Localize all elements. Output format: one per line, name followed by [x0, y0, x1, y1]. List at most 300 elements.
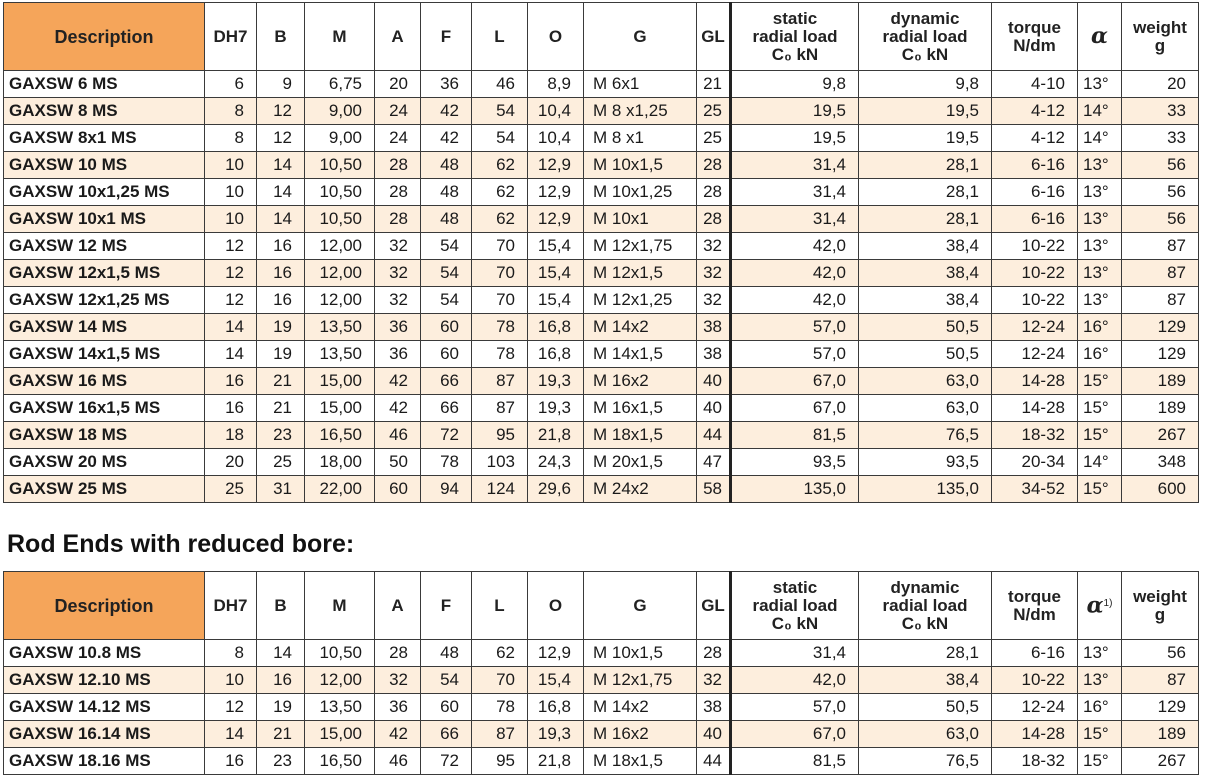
cell-dynamic: 50,5 — [859, 314, 992, 341]
cell-a: 42 — [375, 368, 421, 395]
cell-dh7: 10 — [205, 152, 257, 179]
cell-desc: GAXSW 12x1,25 MS — [4, 287, 205, 314]
cell-dh7: 10 — [205, 206, 257, 233]
cell-f: 42 — [421, 125, 472, 152]
header-f: F — [421, 572, 472, 640]
cell-f: 94 — [421, 476, 472, 503]
header-torque-line2: N/dm — [1013, 604, 1056, 624]
cell-l: 95 — [472, 748, 528, 775]
cell-f: 72 — [421, 748, 472, 775]
header-m: M — [305, 3, 375, 71]
header-static-line1: static — [772, 8, 818, 28]
cell-gl: 28 — [697, 152, 731, 179]
cell-m: 15,00 — [305, 721, 375, 748]
cell-desc: GAXSW 10x1,25 MS — [4, 179, 205, 206]
cell-o: 16,8 — [528, 694, 584, 721]
cell-a: 24 — [375, 125, 421, 152]
cell-g: M 16x1,5 — [584, 395, 697, 422]
cell-g: M 24x2 — [584, 476, 697, 503]
cell-l: 54 — [472, 98, 528, 125]
cell-f: 36 — [421, 71, 472, 98]
cell-a: 60 — [375, 476, 421, 503]
cell-a: 46 — [375, 748, 421, 775]
cell-gl: 25 — [697, 125, 731, 152]
cell-desc: GAXSW 18 MS — [4, 422, 205, 449]
cell-weight: 348 — [1122, 449, 1199, 476]
cell-a: 20 — [375, 71, 421, 98]
cell-a: 46 — [375, 422, 421, 449]
cell-b: 23 — [257, 422, 305, 449]
cell-a: 50 — [375, 449, 421, 476]
cell-alpha: 13° — [1078, 233, 1122, 260]
cell-weight: 87 — [1122, 287, 1199, 314]
cell-m: 12,00 — [305, 260, 375, 287]
cell-l: 70 — [472, 233, 528, 260]
cell-dh7: 8 — [205, 125, 257, 152]
cell-o: 10,4 — [528, 125, 584, 152]
table-row — [4, 667, 1199, 694]
cell-b: 19 — [257, 341, 305, 368]
cell-torque: 10-22 — [992, 287, 1078, 314]
cell-o: 21,8 — [528, 422, 584, 449]
cell-m: 12,00 — [305, 233, 375, 260]
cell-gl: 28 — [697, 179, 731, 206]
cell-static: 31,4 — [731, 640, 859, 667]
header-static-line2: radial load — [752, 26, 838, 46]
cell-f: 60 — [421, 314, 472, 341]
cell-m: 15,00 — [305, 395, 375, 422]
cell-o: 8,9 — [528, 71, 584, 98]
cell-gl: 47 — [697, 449, 731, 476]
cell-f: 60 — [421, 694, 472, 721]
cell-dynamic: 38,4 — [859, 233, 992, 260]
table-row — [4, 287, 1199, 314]
cell-l: 103 — [472, 449, 528, 476]
table-row — [4, 422, 1199, 449]
cell-o: 15,4 — [528, 260, 584, 287]
cell-dh7: 14 — [205, 341, 257, 368]
table-row — [4, 152, 1199, 179]
cell-torque: 12-24 — [992, 694, 1078, 721]
cell-gl: 28 — [697, 206, 731, 233]
cell-torque: 4-10 — [992, 71, 1078, 98]
cell-a: 32 — [375, 287, 421, 314]
cell-static: 31,4 — [731, 206, 859, 233]
cell-dynamic: 28,1 — [859, 640, 992, 667]
cell-gl: 25 — [697, 98, 731, 125]
cell-alpha: 16° — [1078, 314, 1122, 341]
cell-torque: 14-28 — [992, 368, 1078, 395]
cell-alpha: 14° — [1078, 98, 1122, 125]
header-static-load — [731, 3, 859, 71]
cell-desc: GAXSW 14.12 MS — [4, 694, 205, 721]
cell-alpha: 15° — [1078, 395, 1122, 422]
cell-static: 81,5 — [731, 748, 859, 775]
cell-static: 31,4 — [731, 179, 859, 206]
cell-weight: 189 — [1122, 368, 1199, 395]
table-row — [4, 206, 1199, 233]
cell-a: 42 — [375, 395, 421, 422]
cell-dynamic: 50,5 — [859, 341, 992, 368]
alpha-symbol: α — [1086, 592, 1104, 619]
table-row — [4, 721, 1199, 748]
cell-gl: 44 — [697, 422, 731, 449]
cell-gl: 38 — [697, 341, 731, 368]
cell-f: 66 — [421, 395, 472, 422]
cell-g: M 8 x1,25 — [584, 98, 697, 125]
header-g: G — [584, 572, 697, 640]
cell-dh7: 8 — [205, 640, 257, 667]
cell-gl: 28 — [697, 640, 731, 667]
cell-b: 19 — [257, 314, 305, 341]
cell-g: M 14x1,5 — [584, 341, 697, 368]
rod-ends-table — [3, 2, 1199, 503]
cell-dynamic: 63,0 — [859, 721, 992, 748]
cell-gl: 38 — [697, 314, 731, 341]
table-row — [4, 98, 1199, 125]
cell-torque: 6-16 — [992, 152, 1078, 179]
cell-m: 13,50 — [305, 314, 375, 341]
cell-m: 9,00 — [305, 98, 375, 125]
header-static-line1: static — [772, 577, 818, 597]
cell-alpha: 15° — [1078, 748, 1122, 775]
cell-dh7: 14 — [205, 721, 257, 748]
cell-alpha: 13° — [1078, 260, 1122, 287]
cell-g: M 12x1,5 — [584, 260, 697, 287]
cell-dh7: 10 — [205, 667, 257, 694]
cell-weight: 129 — [1122, 694, 1199, 721]
cell-weight: 600 — [1122, 476, 1199, 503]
cell-torque: 20-34 — [992, 449, 1078, 476]
cell-m: 10,50 — [305, 206, 375, 233]
cell-dh7: 16 — [205, 748, 257, 775]
cell-b: 14 — [257, 152, 305, 179]
cell-dynamic: 38,4 — [859, 287, 992, 314]
cell-dh7: 12 — [205, 287, 257, 314]
cell-static: 67,0 — [731, 395, 859, 422]
table-row — [4, 640, 1199, 667]
cell-dh7: 14 — [205, 314, 257, 341]
table-row — [4, 368, 1199, 395]
header-row — [4, 572, 1199, 640]
cell-dh7: 16 — [205, 368, 257, 395]
cell-static: 67,0 — [731, 368, 859, 395]
cell-dh7: 18 — [205, 422, 257, 449]
cell-l: 87 — [472, 395, 528, 422]
cell-b: 16 — [257, 287, 305, 314]
cell-weight: 267 — [1122, 422, 1199, 449]
cell-torque: 4-12 — [992, 125, 1078, 152]
cell-a: 28 — [375, 179, 421, 206]
header-static-load — [731, 572, 859, 640]
table-row — [4, 314, 1199, 341]
cell-gl: 40 — [697, 368, 731, 395]
cell-dh7: 10 — [205, 179, 257, 206]
table-row — [4, 395, 1199, 422]
table-row — [4, 341, 1199, 368]
cell-f: 60 — [421, 341, 472, 368]
cell-alpha: 13° — [1078, 667, 1122, 694]
cell-f: 78 — [421, 449, 472, 476]
header-torque-line1: torque — [1008, 17, 1061, 37]
cell-dynamic: 63,0 — [859, 368, 992, 395]
cell-desc: GAXSW 16.14 MS — [4, 721, 205, 748]
cell-alpha: 15° — [1078, 368, 1122, 395]
cell-desc: GAXSW 6 MS — [4, 71, 205, 98]
cell-weight: 56 — [1122, 206, 1199, 233]
cell-gl: 58 — [697, 476, 731, 503]
cell-desc: GAXSW 18.16 MS — [4, 748, 205, 775]
header-dynamic-line3: C₀ kN — [901, 44, 949, 64]
cell-m: 10,50 — [305, 179, 375, 206]
cell-weight: 87 — [1122, 667, 1199, 694]
cell-dh7: 25 — [205, 476, 257, 503]
cell-desc: GAXSW 16 MS — [4, 368, 205, 395]
cell-l: 70 — [472, 287, 528, 314]
cell-torque: 6-16 — [992, 640, 1078, 667]
header-weight — [1122, 572, 1199, 640]
header-static-line2: radial load — [752, 595, 838, 615]
cell-a: 28 — [375, 206, 421, 233]
cell-gl: 32 — [697, 667, 731, 694]
reduced-bore-table-body — [4, 640, 1199, 775]
cell-weight: 87 — [1122, 233, 1199, 260]
cell-g: M 10x1,25 — [584, 179, 697, 206]
cell-m: 10,50 — [305, 152, 375, 179]
cell-o: 15,4 — [528, 233, 584, 260]
cell-g: M 10x1,5 — [584, 152, 697, 179]
cell-weight: 33 — [1122, 125, 1199, 152]
cell-alpha: 15° — [1078, 476, 1122, 503]
cell-dh7: 12 — [205, 694, 257, 721]
cell-alpha: 13° — [1078, 71, 1122, 98]
header-static-line3: C₀ kN — [771, 44, 819, 64]
cell-b: 23 — [257, 748, 305, 775]
cell-weight: 189 — [1122, 395, 1199, 422]
cell-g: M 8 x1 — [584, 125, 697, 152]
cell-f: 48 — [421, 179, 472, 206]
cell-torque: 14-28 — [992, 395, 1078, 422]
cell-torque: 10-22 — [992, 233, 1078, 260]
cell-dh7: 12 — [205, 260, 257, 287]
cell-weight: 129 — [1122, 314, 1199, 341]
header-description: Description — [4, 3, 205, 71]
header-gl: GL — [697, 572, 731, 640]
cell-alpha: 15° — [1078, 721, 1122, 748]
cell-l: 46 — [472, 71, 528, 98]
cell-f: 54 — [421, 287, 472, 314]
cell-o: 15,4 — [528, 667, 584, 694]
cell-b: 16 — [257, 260, 305, 287]
cell-l: 87 — [472, 368, 528, 395]
cell-o: 19,3 — [528, 721, 584, 748]
cell-l: 62 — [472, 640, 528, 667]
cell-l: 78 — [472, 694, 528, 721]
cell-dh7: 20 — [205, 449, 257, 476]
cell-b: 21 — [257, 721, 305, 748]
cell-alpha: 13° — [1078, 206, 1122, 233]
cell-dynamic: 93,5 — [859, 449, 992, 476]
cell-static: 42,0 — [731, 233, 859, 260]
cell-b: 19 — [257, 694, 305, 721]
cell-o: 15,4 — [528, 287, 584, 314]
header-alpha — [1078, 3, 1122, 71]
cell-static: 57,0 — [731, 314, 859, 341]
cell-desc: GAXSW 12 MS — [4, 233, 205, 260]
header-o: O — [528, 572, 584, 640]
cell-static: 42,0 — [731, 260, 859, 287]
cell-g: M 12x1,75 — [584, 667, 697, 694]
header-weight — [1122, 3, 1199, 71]
cell-weight: 189 — [1122, 721, 1199, 748]
cell-l: 124 — [472, 476, 528, 503]
cell-g: M 12x1,75 — [584, 233, 697, 260]
cell-f: 66 — [421, 721, 472, 748]
cell-a: 32 — [375, 667, 421, 694]
cell-alpha: 13° — [1078, 179, 1122, 206]
cell-desc: GAXSW 25 MS — [4, 476, 205, 503]
cell-gl: 21 — [697, 71, 731, 98]
cell-alpha: 14° — [1078, 449, 1122, 476]
table-row — [4, 125, 1199, 152]
cell-dynamic: 38,4 — [859, 260, 992, 287]
cell-m: 13,50 — [305, 694, 375, 721]
cell-a: 36 — [375, 694, 421, 721]
cell-static: 31,4 — [731, 152, 859, 179]
cell-m: 12,00 — [305, 667, 375, 694]
cell-weight: 56 — [1122, 152, 1199, 179]
header-dynamic-line2: radial load — [882, 26, 968, 46]
cell-gl: 38 — [697, 694, 731, 721]
cell-m: 12,00 — [305, 287, 375, 314]
cell-a: 32 — [375, 260, 421, 287]
cell-l: 87 — [472, 721, 528, 748]
alpha-symbol: α — [1091, 22, 1108, 49]
cell-g: M 14x2 — [584, 694, 697, 721]
cell-torque: 4-12 — [992, 98, 1078, 125]
header-m: M — [305, 572, 375, 640]
header-weight-line1: weight — [1133, 586, 1187, 606]
header-row — [4, 3, 1199, 71]
header-dynamic-line2: radial load — [882, 595, 968, 615]
cell-dh7: 8 — [205, 98, 257, 125]
cell-static: 9,8 — [731, 71, 859, 98]
cell-b: 16 — [257, 233, 305, 260]
cell-static: 135,0 — [731, 476, 859, 503]
cell-gl: 40 — [697, 721, 731, 748]
cell-dynamic: 76,5 — [859, 748, 992, 775]
header-b: B — [257, 3, 305, 71]
cell-alpha: 14° — [1078, 125, 1122, 152]
cell-torque: 34-52 — [992, 476, 1078, 503]
cell-desc: GAXSW 10.8 MS — [4, 640, 205, 667]
cell-static: 42,0 — [731, 667, 859, 694]
cell-g: M 6x1 — [584, 71, 697, 98]
cell-l: 62 — [472, 152, 528, 179]
cell-f: 48 — [421, 152, 472, 179]
cell-alpha: 16° — [1078, 341, 1122, 368]
cell-o: 19,3 — [528, 395, 584, 422]
cell-m: 13,50 — [305, 341, 375, 368]
header-dynamic-line1: dynamic — [890, 8, 960, 28]
cell-dynamic: 50,5 — [859, 694, 992, 721]
cell-g: M 10x1,5 — [584, 640, 697, 667]
cell-o: 24,3 — [528, 449, 584, 476]
cell-a: 24 — [375, 98, 421, 125]
cell-g: M 18x1,5 — [584, 748, 697, 775]
section-title-reduced-bore: Rod Ends with reduced bore: — [7, 530, 355, 558]
cell-desc: GAXSW 16x1,5 MS — [4, 395, 205, 422]
cell-b: 21 — [257, 395, 305, 422]
cell-gl: 40 — [697, 395, 731, 422]
cell-static: 57,0 — [731, 341, 859, 368]
cell-alpha: 13° — [1078, 152, 1122, 179]
cell-dynamic: 135,0 — [859, 476, 992, 503]
cell-dynamic: 28,1 — [859, 206, 992, 233]
cell-l: 62 — [472, 206, 528, 233]
header-f: F — [421, 3, 472, 71]
header-dh7: DH7 — [205, 572, 257, 640]
cell-desc: GAXSW 10 MS — [4, 152, 205, 179]
cell-o: 21,8 — [528, 748, 584, 775]
cell-desc: GAXSW 10x1 MS — [4, 206, 205, 233]
table-row — [4, 179, 1199, 206]
cell-dynamic: 28,1 — [859, 179, 992, 206]
cell-desc: GAXSW 14x1,5 MS — [4, 341, 205, 368]
cell-b: 14 — [257, 206, 305, 233]
cell-static: 81,5 — [731, 422, 859, 449]
cell-torque: 10-22 — [992, 667, 1078, 694]
cell-torque: 18-32 — [992, 422, 1078, 449]
header-a: A — [375, 572, 421, 640]
cell-m: 16,50 — [305, 422, 375, 449]
header-a: A — [375, 3, 421, 71]
cell-b: 14 — [257, 640, 305, 667]
cell-a: 42 — [375, 721, 421, 748]
cell-f: 72 — [421, 422, 472, 449]
table-row — [4, 748, 1199, 775]
cell-a: 28 — [375, 152, 421, 179]
header-l: L — [472, 3, 528, 71]
header-weight-line2: g — [1154, 35, 1166, 55]
cell-static: 93,5 — [731, 449, 859, 476]
cell-alpha: 13° — [1078, 640, 1122, 667]
cell-torque: 18-32 — [992, 748, 1078, 775]
cell-f: 48 — [421, 640, 472, 667]
cell-dynamic: 19,5 — [859, 98, 992, 125]
cell-static: 19,5 — [731, 125, 859, 152]
cell-g: M 12x1,25 — [584, 287, 697, 314]
cell-gl: 32 — [697, 287, 731, 314]
cell-torque: 6-16 — [992, 179, 1078, 206]
cell-l: 62 — [472, 179, 528, 206]
cell-b: 31 — [257, 476, 305, 503]
cell-static: 19,5 — [731, 98, 859, 125]
cell-alpha: 16° — [1078, 694, 1122, 721]
cell-desc: GAXSW 20 MS — [4, 449, 205, 476]
header-weight-line2: g — [1154, 604, 1166, 624]
cell-gl: 32 — [697, 233, 731, 260]
table-row — [4, 71, 1199, 98]
cell-static: 57,0 — [731, 694, 859, 721]
cell-b: 12 — [257, 125, 305, 152]
cell-torque: 6-16 — [992, 206, 1078, 233]
cell-f: 48 — [421, 206, 472, 233]
cell-g: M 14x2 — [584, 314, 697, 341]
cell-m: 6,75 — [305, 71, 375, 98]
cell-static: 42,0 — [731, 287, 859, 314]
cell-g: M 20x1,5 — [584, 449, 697, 476]
